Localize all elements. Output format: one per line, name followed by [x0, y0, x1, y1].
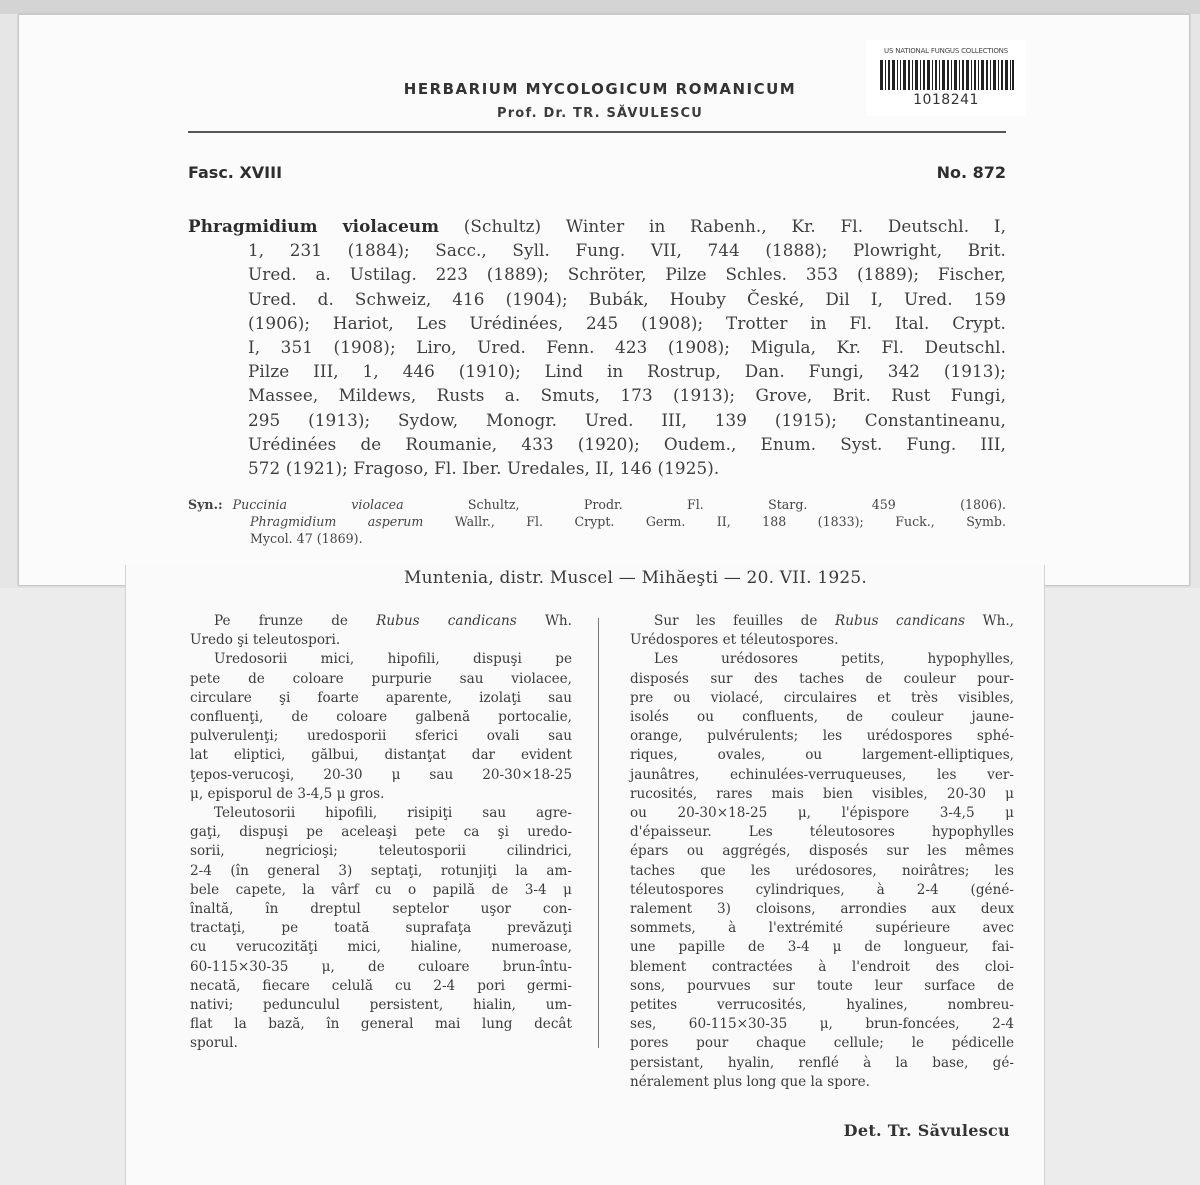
description-line: cu verucozităţi mici, hialine, numeroase,	[190, 939, 572, 956]
species-name: Phragmidium violaceum	[188, 216, 440, 236]
synonyms-label: Syn.:	[188, 497, 223, 512]
description-line: riques, ovales, ou largement-elliptiques,	[630, 747, 1014, 764]
description-line: rucosités, rares mais bien visibles, 20-30 μ	[630, 785, 1014, 802]
description-line: pre ou violacé, circulaires et très visibles,	[630, 689, 1014, 706]
description-line: ţepos-verucoşi, 20-30 μ sau 20-30×18-25	[190, 766, 572, 783]
description-line: confluenţi, de coloare galbenă portocalie,	[190, 709, 572, 726]
description-line: pulverulenţi; uredosporii sferici ovali sau	[190, 728, 572, 745]
description-line: petites verrucosités, hyalines, nombreu-	[630, 997, 1014, 1014]
determiner: Det. Tr. Săvulescu	[843, 1121, 1010, 1140]
backdrop-top	[0, 0, 1200, 14]
description-line: circulare şi foarte aparente, izolaţi sau	[190, 689, 572, 706]
description-line: ses, 60-115×30-35 μ, brun-foncées, 2-4	[630, 1016, 1014, 1033]
herbarium-subtitle: Prof. Dr. TR. SĂVULESCU	[496, 106, 704, 121]
host-name: Rubus candicans	[835, 613, 965, 629]
description-line: d'épaisseur. Les téleutosores hypophylles	[630, 824, 1014, 841]
description-line: flat la bază, în general mai lung decât	[190, 1016, 572, 1033]
description-line: isolés ou confluents, de couleur jaune-	[630, 709, 1014, 726]
description-line: necată, fiecare celulă cu 2-4 pori germi-	[190, 977, 572, 994]
description-line: ou 20-30×18-25 μ, l'épispore 3-4,5 μ	[630, 805, 1014, 822]
synonym-line: Phragmidium asperum Wallr., Fl. Crypt. Germ. II, 188 (1833); Fuck., Symb.	[250, 514, 1006, 529]
description-line: néralement plus long que la spore.	[630, 1073, 871, 1090]
species-line: Ured. d. Schweiz, 416 (1904); Bubák, Houby České, Dil I, Ured. 159	[248, 288, 1006, 309]
column-divider	[598, 618, 599, 1048]
species-line: Massee, Mildews, Rusts a. Smuts, 173 (1913); Grove, Brit. Rust Fungi,	[248, 385, 1006, 406]
description-line: Les urédosores petits, hypophylles,	[654, 651, 1014, 668]
description-line: pores pour chaque cellule; le pédicelle	[630, 1035, 1014, 1052]
barcode-icon	[880, 60, 1014, 90]
synonym-name: Phragmidium asperum	[250, 514, 424, 529]
description-line: blement contractées à l'endroit des cloi-	[630, 958, 1014, 975]
header-divider	[188, 131, 1006, 133]
description-line: pete de coloare purpurie sau violacee,	[190, 670, 572, 687]
description-line: Teleutosorii hipofili, risipiţi sau agre-	[214, 805, 572, 822]
description-line: sommets, à l'extrémité supérieure avec	[630, 920, 1014, 937]
description-line: jaunâtres, echinulées-verruqueuses, les ver-	[630, 766, 1014, 783]
herbarium-title: HERBARIUM MYCOLOGICUM ROMANICUM	[403, 80, 797, 98]
species-citation	[188, 214, 1006, 480]
description-line: 2-4 (în general 3) septaţi, rotunjiţi la am-	[190, 862, 572, 879]
species-line: I, 351 (1908); Liro, Ured. Fenn. 423 (1908); Migula, Kr. Fl. Deutschl.	[248, 337, 1006, 358]
host-name: Rubus candicans	[376, 613, 517, 629]
synonyms	[188, 496, 1006, 547]
synonym-name: Puccinia violacea	[232, 497, 404, 512]
species-line: Ured. a. Ustilag. 223 (1889); Schröter, Pilze Schles. 353 (1889); Fischer,	[248, 264, 1006, 285]
description-line: lat eliptici, gălbui, distanţat dar evident	[190, 747, 572, 764]
description-line: 60-115×30-35 μ, de culoare brun-întu-	[190, 958, 572, 975]
description-line: sons, pourvues sur toute leur surface de	[630, 977, 1014, 994]
description-line: Urédospores et téleutospores.	[630, 632, 839, 649]
description-line: nativi; pedunculul persistent, hialin, um-	[190, 997, 572, 1014]
description-romanian	[190, 612, 572, 1054]
species-line: 1, 231 (1884); Sacc., Syll. Fung. VII, 744 (1888); Plowright, Brit.	[248, 240, 1006, 261]
description-line: persistant, hyalin, renflé à la base, gé-	[630, 1054, 1014, 1071]
species-line: (1906); Hariot, Les Urédinées, 245 (1908); Trotter in Fl. Ital. Crypt.	[248, 312, 1006, 333]
description-french	[630, 612, 1014, 1092]
species-line: Pilze III, 1, 446 (1910); Lind in Rostrup, Dan. Fungi, 342 (1913);	[248, 361, 1006, 382]
description-line: taches que les urédosores, noirâtres; les	[630, 862, 1014, 879]
description-line: téleutospores cylindriques, à 2-4 (géné-	[630, 881, 1014, 898]
description-line: gaţi, dispuşi pe aceleaşi pete ca şi uredo-	[190, 824, 572, 841]
specimen-number: No. 872	[936, 163, 1006, 182]
host-line: Pe frunze de Rubus candicans Wh.	[214, 613, 572, 629]
description-line: une papille de 3-4 μ de longueur, fai-	[630, 939, 1014, 956]
description-line: Uredosorii mici, hipofili, dispuşi pe	[214, 651, 572, 668]
species-line: Urédinées de Roumanie, 433 (1920); Oudem., Enum. Syst. Fung. III,	[248, 433, 1006, 454]
synonym-line: Mycol. 47 (1869).	[250, 531, 363, 546]
fascicle-label: Fasc. XVIII	[188, 163, 283, 182]
description-line: orange, pulvérulents; les urédospores sphé-	[630, 728, 1014, 745]
description-line: μ, episporul de 3-4,5 μ gros.	[190, 785, 385, 802]
synonym-line: Syn.: Puccinia violacea Schultz, Prodr. Fl. Starg. 459 (1806).	[188, 497, 1006, 512]
description-line: tractaţi, pe toată suprafaţa prevăzuţi	[190, 920, 572, 937]
description-line: ralement 3) cloisons, arrondies aux deux	[630, 901, 1014, 918]
description-line: sporul.	[190, 1035, 238, 1052]
description-line: Uredo şi teleutospori.	[190, 632, 341, 649]
species-line: 572 (1921); Fragoso, Fl. Iber. Uredales, II, 146 (1925).	[248, 458, 720, 479]
host-line: Sur les feuilles de Rubus candicans Wh.,	[654, 613, 1014, 629]
collection-locality: Muntenia, distr. Muscel — Mihăeşti — 20. VII. 1925.	[404, 568, 867, 588]
description-line: înaltă, în dreptul septelor uşor con-	[190, 901, 572, 918]
description-line: disposés sur des taches de couleur pour-	[630, 670, 1014, 687]
species-line-0: Phragmidium violaceum (Schultz) Winter in Rabenh., Kr. Fl. Deutschl. I,	[188, 216, 1007, 236]
description-line: épars ou aggrégés, disposés sur les mêmes	[630, 843, 1014, 860]
barcode-institution: US NATIONAL FUNGUS COLLECTIONS	[884, 47, 1008, 55]
description-line: sorii, negricioşi; teleutosporii cilindrici,	[190, 843, 572, 860]
barcode-number: 1018241	[913, 92, 979, 108]
description-line: bele capete, la vârf cu o papilă de 3-4 μ	[190, 881, 572, 898]
species-line: 295 (1913); Sydow, Monogr. Ured. III, 139 (1915); Constantineanu,	[248, 409, 1006, 430]
